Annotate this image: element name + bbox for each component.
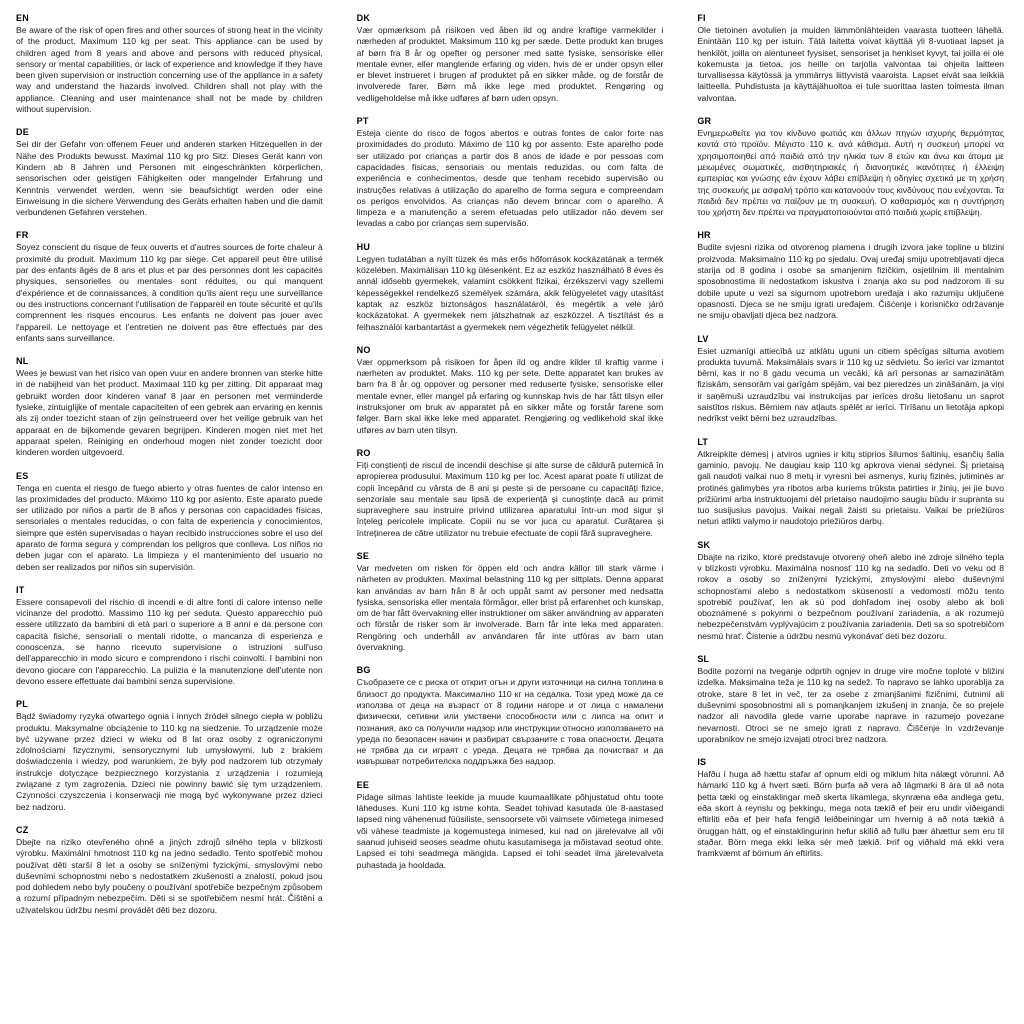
lang-code-lt: LT — [697, 436, 709, 447]
lang-section-hu — [357, 242, 664, 333]
lang-text-ee: Pidage silmas lahtiste leekide ja muude kuumaallikate põhjustatud ohtu toote läheduses. Kuni 110 kg istme kohta. Seadet tohivad kasutada üle 8-aastased lapsed ning vähenenud füüsiliste, sensoorsete või vaimsete võimetega inimesed või vähese teadmiste ja kogemustega inimesed, kui nad on järelevalve all või saanud juhiseid seoses seadme ohutu kasutamisega ja mõistavad seotud ohte. Lapsed ei tohi seadmega mängida. Lapsed ei tohi seadet ilma järelevalveta puhastada ja hooldada. — [356, 791, 664, 870]
lang-text-se: Var medveten om risken för öppen eld och andra källor till stark värme i närheten av produkten. Maximal belastning 110 kg per sittplats. Denna apparat kan användas av barn från 8 år och uppåt samt av personer med nedsatta fysiska, sensoriska eller mentala förmågor, eller brist på erfarenhet och kunskap, om de har fått övervakning eller instruktioner om säker användning av apparaten och förstår de risker som är involverade. Barn får inte leka med apparaten. Rengöring och underhåll av användaren får inte utföras av barn utan övervakning. — [356, 562, 664, 653]
lang-text-de: Sei dir der Gefahr von offenem Feuer und anderen starken Hitzequellen in der Nähe des Produkts bewusst. Maximal 110 kg pro Sitz. Dieses Gerät kann von Kindern ab 8 Jahren und Personen mit eingeschränkten körperlichen, sensorischen oder geistigen Fähigkeiten oder mangelnder Erfahrung und Kenntnis verwendet werden, wenn sie beaufsichtigt werden oder eine Einweisung in die sichere Verwendung des Geräts erhalten haben und die damit verbundenen Gefahren verstehen. — [16, 139, 323, 218]
lang-text-hr: Budite svjesni rizika od otvorenog plamena i drugih izvora jake topline u blizini proizvoda. Maksimalno 110 kg po sjedalu. Ovaj uređaj smiju upotrebljavati djeca starija od 8 godina i osobe sa smanjenim fizičkim, osjetilnim ili mentalnim sposobnostima ili nedostatkom iskustva i znanja ako su pod nadzorom ili su dobile upute u vezi sa sigurnom upotrebom uređaja i ako razumiju uključene opasnosti. Djeca se ne smiju igrati uređajem. Čišćenje i korisničko održavanje ne smiju obavljati djeca bez nadzora. — [697, 242, 1005, 321]
lang-code-no: NO — [356, 344, 371, 355]
column-2 — [357, 13, 664, 1014]
lang-code-sk: SK — [697, 539, 711, 550]
lang-code-bg: BG — [356, 665, 371, 676]
lang-text-sk: Dbajte na riziko, ktoré predstavuje otvorený oheň alebo iné zdroje silného tepla v blízkosti výrobku. Maximálna nosnosť 110 kg na sedadlo. Deti vo veku od 8 rokov a osoby so zníženými fyzickými, zmyslovými alebo duševnými schopnosťami alebo s nedostatkom skúseností a vedomostí môžu tento spotrebič používať, len ak sú pod dohľadom inej osoby alebo ak boli oboznámené s pokynmi o bezpečnom používaní zariadenia, a ak rozumejú nebezpečenstvám vyplývajúcim z používania zariadenia. Deti sa so spotrebičom nesmú hrať. Čistenie a údržbu nesmú vykonávať deti bez dozoru. — [697, 551, 1005, 641]
lang-text-no: Vær oppmerksom på risikoen for åpen ild og andre kilder til kraftig varme i nærheten av produktet. Maks. 110 kg per sete. Dette apparatet kan brukes av barn fra 8 år og oppover og personer med reduserte fysiske, sensoriske eller mentale evner, eller mangel på erfaring og kunnskap hvis de har fått tilsyn eller instruksjoner om bruk av apparatet på en sikker måte og forstår farene som følger. Barn skal ikke leke med apparatet. Rengjøring og vedlikehold skal ikke utføres av barn uten tilsyn. — [356, 356, 664, 435]
lang-code-pt: PT — [356, 116, 369, 127]
lang-text-fi: Ole tietoinen avotulien ja muiden lämmönlähteiden vaarasta tuotteen lähellä. Enintään 110 kg per istuin. Tätä laitetta voivat käyttää yli 8-vuotiaat lapset ja henkilöt, joilla on alentuneet fyysiset, sensoriset ja henkiset kyvyt, tai joilla ei ole kokemusta ja tietoa, jos heille on tarjolla valvontaa tai ohjeita laitteen turvallisessa käytössä ja ymmärrys liittyvistä vaaroista. Lapset eivät saa leikkiä laitteella. Puhdistusta ja käyttäjähuoltoa ei tule suorittaa lasten toimesta ilman valvontaa. — [697, 25, 1005, 103]
lang-text-it: Essere consapevoli del rischio di incendi e di altre fonti di calore intenso nelle vicinanze del prodotto. Massimo 110 kg per seduta. Questo apparecchio può essere utilizzato da bambini di età pari o superiore a 8 anni e da persone con capacità fisiche, sensoriali o mentali ridotte, o mancanza di esperienza e conoscenza, se hanno ricevuto supervisione o istruzioni sull'uso dell'apparecchio in modo sicuro e comprendono i rischi coinvolti. I bambini non devono giocare con l'apparecchio. La pulizia e la manutenzione dell'utente non devono essere effettuate dai bambini senza supervisione. — [16, 596, 323, 686]
lang-code-it: IT — [16, 584, 25, 595]
lang-text-fr: Soyez conscient du risque de feux ouverts et d'autres sources de forte chaleur à proximité du produit. Maximum 110 kg par siège. Cet appareil peut être utilisé par des enfants âgés de 8 ans et plus et par des personnes dont les capacités physiques, sensorielles ou mentales sont réduites, ou qui manquent d'expérience et de connaissances, à condition qu'ils aient reçu une surveillance ou des instructions concernant l'utilisation de l'appareil en toute sécurité et qu'ils comprennent les risques encourus. Les enfants ne doivent pas jouer avec l'appareil. Le nettoyage et l'entretien ne doivent pas être effectués par des enfants sans surveillance. — [16, 242, 323, 343]
lang-code-gr: GR — [697, 116, 712, 127]
lang-section-de — [16, 127, 323, 218]
lang-code-ro: RO — [356, 447, 371, 458]
lang-code-sl: SL — [697, 654, 710, 665]
lang-text-lt: Atkreipkite dėmesį į atviros ugnies ir kitų stiprios šilumos šaltinių, esančių šalia gaminio, pavojų. Ne daugiau kaip 110 kg apkrova vienai sėdynei. Šį prietaisą gali naudoti vaikai nuo 8 metų ir vyresni bei asmenys, kurių fizinės, jutiminės ar protinės galimybės yra ribotos arba kuriems trūksta patirties ir žinių, jei jie buvo prižiūrimi arba instruktuojami dėl prietaiso naudojimo saugiu būdu ir supranta su tuo susijusius pavojus. Vaikai negali žaisti su prietaisu. Vaikai be priežiūros neturi atlikti valymo ir naudotojo priežiūros darbų. — [697, 448, 1005, 527]
lang-section-pl — [16, 699, 323, 813]
lang-code-nl: NL — [16, 356, 29, 367]
lang-text-bg: Съобразете се с риска от открит огън и други източници на силна топлина в близост до продукта. Максимално 110 кг на седалка. Този уред може да се използва от деца на възраст от 8 години нагоре и от лица с намалени физически, сетивни или умствени способности или с липса на опит и познания, ако са получили надзор или инструкции относно използването на уреда по безопасен начин и разбират свързаните с това опасности. Децата не трябва да си играят с уреда. Децата не трябва да почистват и да извършват потребителска поддръжка без надзор. — [356, 677, 664, 767]
lang-code-lv: LV — [697, 333, 709, 344]
lang-code-pl: PL — [16, 699, 28, 710]
lang-code-se: SE — [356, 550, 370, 561]
lang-code-hr: HR — [697, 230, 711, 241]
lang-code-de: DE — [16, 127, 29, 138]
lang-code-dk: DK — [356, 13, 371, 23]
lang-text-sl: Bodite pozorni na tveganje odprtih ognjev in druge vire močne toplote v bližini izdelka. Maksimalna teža je 110 kg na sedež. To napravo se lahko uporablja za otroke, stare 8 let in več, ter za osebe z zmanjšanimi fizičnimi, čutnimi ali duševnimi sposobnostmi ali s pomanjkanjem izkušenj in znanja, če so prejele nadzor ali navodila glede varne uporabe naprave in razumejo povezane nevarnosti. Otroci se ne smejo igrati z napravo. Čiščenje in vzdrževanje uporabnikov ne smejo izvajati otroci brez nadzora. — [697, 666, 1005, 744]
lang-text-pl: Bądź świadomy ryzyka otwartego ognia i innych źródeł silnego ciepła w pobliżu produktu. Maksymalne obciążenie to 110 kg na siedzenie. To urządzenie może być używane przez dzieci w wieku od 8 lat oraz osoby z ograniczonymi zdolnościami fizycznymi, sensorycznymi lub umysłowymi, lub z brakiem doświadczenia i wiedzy, pod warunkiem, że były pod nadzorem lub otrzymały instrukcje dotyczące bezpiecznego korzystania z urządzenia i rozumieją związane z tym zagrożenia. Dzieci nie powinny bawić się tym urządzeniem. Czynności czyszczenia i konserwacji nie mogą być wykonywane przez dzieci bez nadzoru. — [16, 711, 323, 812]
lang-section-bg — [357, 665, 664, 767]
column-1 — [16, 13, 323, 1014]
lang-section-fr — [16, 230, 323, 344]
lang-section-se — [357, 551, 664, 653]
lang-text-hu: Legyen tudatában a nyílt tüzek és más erős hőforrások kockázatának a termék közelében. Maximálisan 110 kg ülésenként. Ez az eszköz használható 8 éves és annál idősebb gyermekek, valamint csökkent fizikai, érzékszervi vagy szellemi képességekkel rendelkező személyek számára, akik felügyeletet vagy utasítást kaptak az eszköz biztonságos használatáról, és megértik a vele járó kockázatokat. A gyermekek nem játszhatnak az eszközzel. A tisztítást és a felhasználói karbantartást a gyermekek nem végezhetik felügyelet nélkül. — [356, 253, 664, 332]
lang-section-en — [16, 13, 323, 115]
lang-text-cz: Dbejte na riziko otevřeného ohně a jiných zdrojů silného tepla v blízkosti výrobku. Maximální hmotnost 110 kg na jedno sedadlo. Tento spotřebič mohou používat děti starší 8 let a osoby se sníženými fyzickými, smyslovými nebo duševními schopnostmi nebo s nedostatkem zkušeností a znalostí, pokud jsou pod dohledem nebo byly poučeny o používání spotřebiče bezpečným způsobem a rozumí případným nebezpečím. Děti si se spotřebičem nesmí hrát. Čištění a uživatelskou údržbu nesmí provádět děti bez dozoru. — [16, 836, 323, 915]
lang-section-hr — [697, 230, 1004, 321]
lang-section-ro — [357, 448, 664, 539]
lang-section-pt — [357, 116, 664, 230]
lang-text-ro: Fiți conștienți de riscul de incendii deschise și alte surse de căldură puternică în apropierea produsului. Maximum 110 kg per loc. Acest aparat poate fi utilizat de copii începând cu vârsta de 8 ani și peste și de persoane cu capacități fizice, senzoriale sau mentale sau lipsă de experiență și cunoștințe dacă au primit supraveghere sau instruire privind utilizarea aparatului într-un mod sigur și înțeleg pericolele implicate. Copiii nu se vor juca cu aparatul. Curățarea și întreținerea de către utilizator nu trebuie efectuate de copii fără supraveghere. — [356, 459, 664, 538]
lang-section-fi — [697, 13, 1004, 104]
lang-section-dk — [357, 13, 664, 104]
column-3 — [697, 13, 1004, 1014]
lang-code-is: IS — [697, 757, 707, 768]
lang-section-lt — [697, 437, 1004, 528]
lang-code-fr: FR — [16, 230, 29, 241]
lang-section-sk — [697, 540, 1004, 642]
lang-section-no — [357, 345, 664, 436]
lang-text-nl: Wees je bewust van het risico van open vuur en andere bronnen van sterke hitte in de nabijheid van het product. Maximaal 110 kg per zitting. Dit apparaat mag gebruikt worden door kinderen vanaf 8 jaar en personen met verminderde fysieke, zintuiglijke of mentale capaciteiten of een gebrek aan ervaring en kennis als zij onder toezicht staan of zijn geïnstrueerd over het veilige gebruik van het apparaat en de bijkomende gevaren begrijpen. Kinderen mogen niet met het apparaat spelen. Reiniging en onderhoud mogen niet zonder toezicht door kinderen worden uitgevoerd. — [16, 368, 323, 458]
lang-code-fi: FI — [697, 13, 706, 23]
lang-section-sl — [697, 654, 1004, 745]
lang-section-cz — [16, 825, 323, 916]
lang-text-en: Be aware of the risk of open fires and other sources of strong heat in the vicinity of the product. Maximum 110 kg per seat. This appliance can be used by children aged from 8 years and above and persons with reduced physical, sensory or mental capabilities, or lack of experience and knowledge if they have been given supervision or instruction concerning use of the appliance in a safety way and understand the hazards involved. Children shall not play with the appliance. Cleaning and user maintenance shall not be made by children without supervision. — [16, 25, 323, 115]
lang-section-it — [16, 585, 323, 687]
lang-section-lv — [697, 334, 1004, 425]
lang-section-gr — [697, 116, 1004, 218]
lang-code-cz: CZ — [16, 824, 29, 835]
lang-section-nl — [16, 356, 323, 458]
lang-section-is — [697, 757, 1004, 859]
lang-text-gr: Ενημερωθείτε για τον κίνδυνο φωτιάς και άλλων πηγών ισχυρής θερμότητας κοντά στο προϊόν. Μέγιστο 110 κ. ανά κάθισμα. Αυτή η συσκευή μπορεί να χρησιμοποιηθεί από παιδιά από την ηλικία των 8 ετών και άνω και άτομα με μειωμένες σωματικές, αισθητηριακές ή διανοητικές ικανότητες ή έλλειψη εμπειρίας και γνώσης εάν έχουν λάβει επίβλεψη ή οδηγίες σχετικά με τη χρήση της συσκευής με ασφαλή τρόπο και κατανοούν τους κινδύνους που ενέχονται. Τα παιδιά δεν πρέπει να παίζουν με τη συσκευή. Ο καθαρισμός και η συντήρηση του χρήστη δεν πρέπει να πραγματοποιούνται από παιδιά χωρίς επίβλεψη. — [697, 128, 1005, 218]
lang-text-pt: Esteja ciente do risco de fogos abertos e outras fontes de calor forte nas proximidades do produto. Máximo de 110 kg por assento. Este aparelho pode ser utilizado por crianças a partir dos 8 anos de idade e por pessoas com capacidades físicas, sensoriais ou mentais reduzidas, ou com falta de experiência e conhecimentos, desde que tenham recebido supervisão ou instruções relativas à utilização do aparelho de forma segura e compreendam os perigos envolvidos. As crianças não devem brincar com o aparelho. A limpeza e a manutenção a serem efetuadas pelo utilizador não devem ser levadas a cabo por crianças sem supervisão. — [356, 128, 664, 229]
lang-text-es: Tenga en cuenta el riesgo de fuego abierto y otras fuentes de calor intenso en las proximidades del producto. Máximo 110 kg por asiento. Este aparato puede ser utilizado por niños a partir de 8 años y personas con capacidades físicas, sensoriales o mentales reducidas, o con falta de experiencia y conocimientos, siempre que estén supervisadas o hayan recibido instrucciones sobre el uso del aparato de forma segura y comprendan los peligros que conlleva. Los niños no deben jugar con el aparato. La limpieza y el mantenimiento del usuario no deben ser realizados por niños sin supervisión. — [16, 482, 323, 572]
lang-text-lv: Esiet uzmanīgi attiecībā uz atklātu uguni un citiem spēcīgas siltuma avotiem produkta tuvumā. Maksimālais svars ir 110 kg uz sēdvietu. Šo ierīci var izmantot bērni, kas ir no 8 gadu vecuma un vecāki, kā arī personas ar samazinātām fiziskām, sensorām vai garīgām spējām, vai bez pieredzes un zināšanām, ja viņi ir saņēmuši uzraudzību vai instrukcijas par ierīces drošu lietošanu un saprot saistītos riskus. Bērniem nav atļauts spēlēt ar ierīci. Tīrīšanu un lietotāja apkopi nedrīkst veikt bērni bez uzraudzības. — [697, 345, 1005, 424]
lang-code-es: ES — [16, 470, 29, 481]
lang-code-en: EN — [16, 13, 29, 23]
lang-code-hu: HU — [356, 241, 371, 252]
lang-code-ee: EE — [356, 779, 370, 790]
lang-section-es — [16, 471, 323, 573]
lang-text-is: Hafðu í huga að hættu stafar af opnum eldi og miklum hita nálægt vörunni. Að hámarki 110 kg á hvert sæti. Börn þurfa að vera að lágmarki 8 ára til að nota þetta tæki og einstaklingar með skerta líkamlega, skynræna eða andlega getu, eða skort á reynslu og þekkingu, mega nota tækið ef þeir eru undir viðeigandi eftirliti eða ef þeir hafa fengið leiðbeiningar um hvernig á að nota tækið á öruggan hátt, og ef einstaklingurinn hefur skilið að fullu þær áhættur sem eru til staðar. Börn mega ekki leika sér með tækið. Þrif og viðhald má ekki vera framkvæmt af börnum án eftirlits. — [697, 769, 1005, 859]
lang-text-dk: Vær opmærksom på risikoen ved åben ild og andre kraftige varmekilder i nærheden af produktet. Maksimum 110 kg per sæde. Dette produkt kan bruges af børn fra 8 år og opefter og personer med satte fysiske, sensoriske eller mentale evner, eller manglende erfaring og viden, hvis de er under opsyn eller er blevet instrueret i brugen af produktet på en sikker måde, og de forstår de involverede farer. Børn må ikke lege med produktet. Rengøring og vedligeholdelse må ikke udføres af børn uden opsyn. — [356, 25, 664, 103]
lang-section-ee — [357, 780, 664, 871]
